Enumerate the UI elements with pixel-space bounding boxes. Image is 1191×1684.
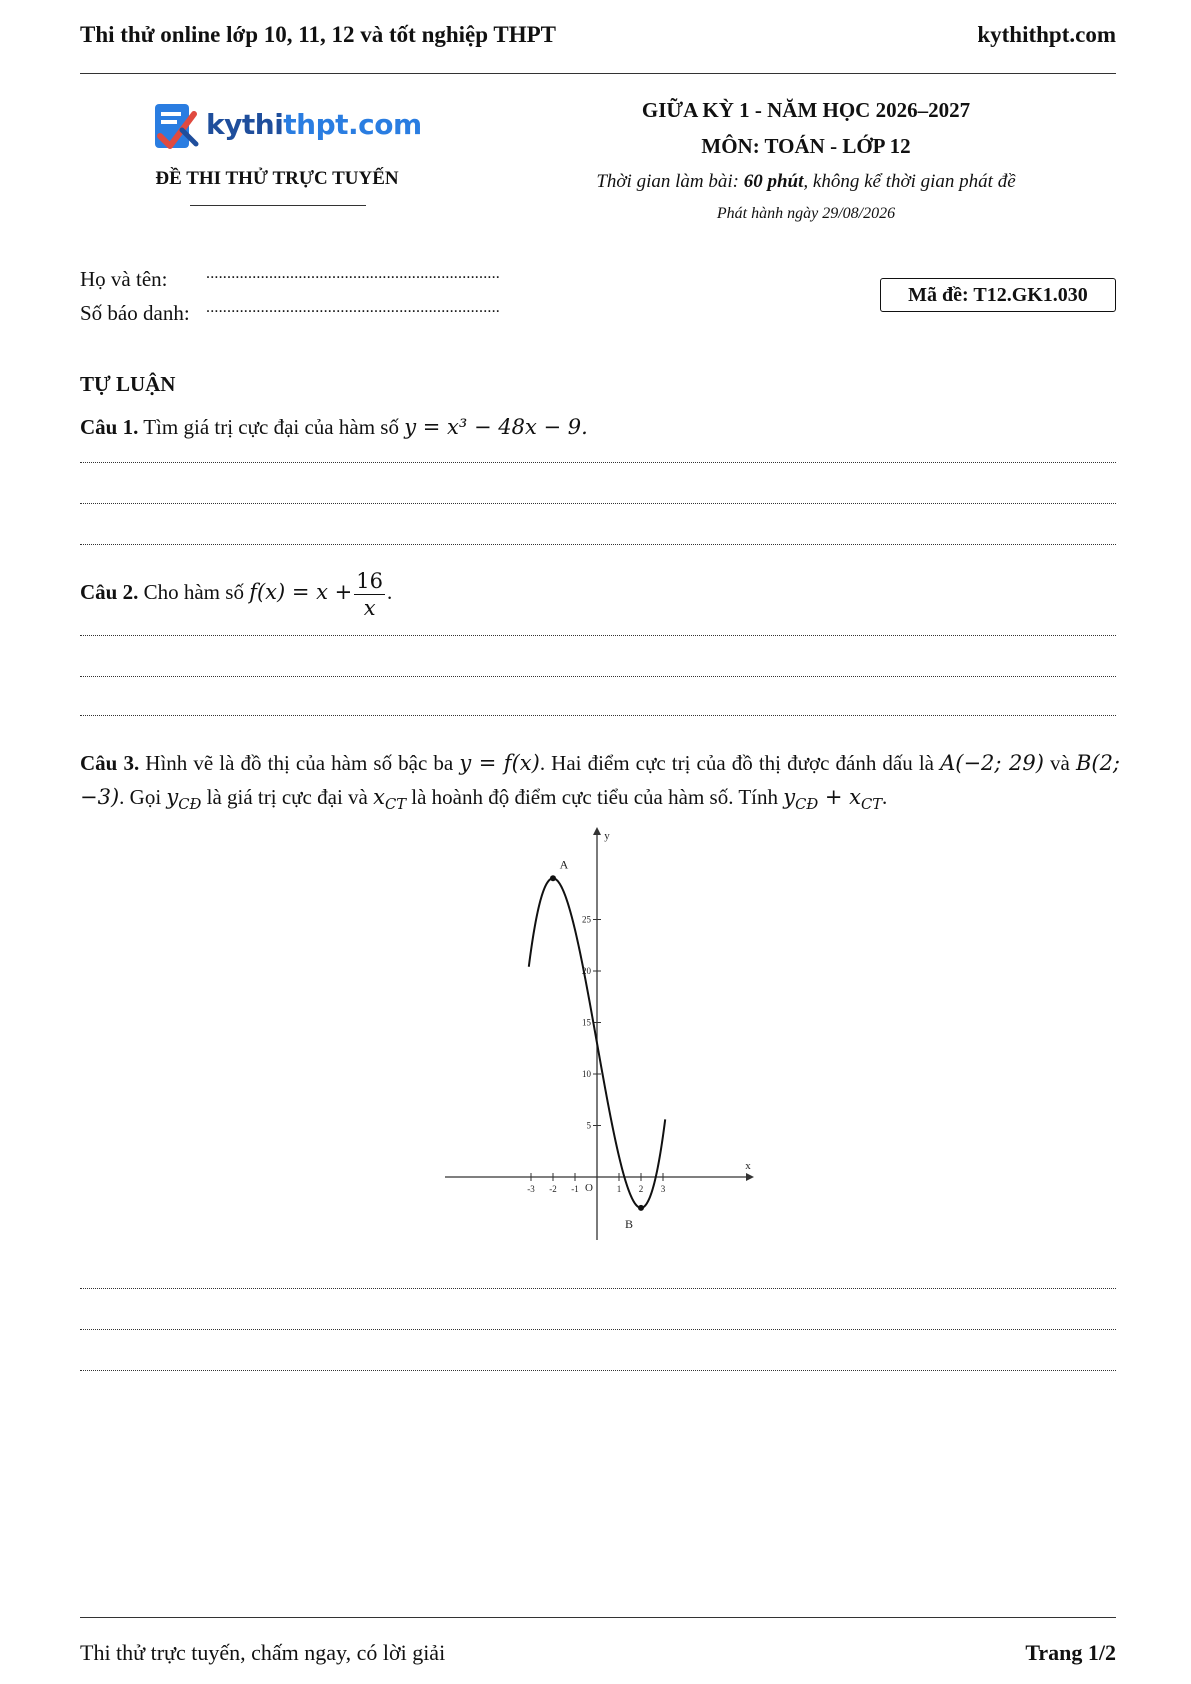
- subtitle-left: ĐỀ THI THỬ TRỰC TUYẾN: [155, 168, 399, 189]
- question-2-tail: .: [387, 580, 393, 604]
- y-tick-label: 10: [582, 1069, 591, 1079]
- answer-line[interactable]: [80, 715, 1116, 716]
- y-tick-label: 20: [582, 966, 591, 976]
- x-ct-symbol: $x_{CT}$: [373, 785, 406, 814]
- answer-line[interactable]: [80, 462, 1116, 463]
- page-number: Trang 1/2: [1025, 1640, 1116, 1665]
- answer-line[interactable]: [80, 503, 1116, 504]
- checklist-logo-icon: [152, 100, 202, 156]
- exam-code-box: Mã đề: T12.GK1.030: [880, 278, 1116, 312]
- question-1: [80, 410, 1120, 444]
- y-cd-symbol: $y_{CĐ}$: [166, 785, 202, 814]
- x-tick-label: -2: [549, 1184, 557, 1194]
- footer-left: Thi thử trực tuyến, chấm ngay, có lời giải: [80, 1640, 446, 1665]
- exam-time: [520, 171, 1092, 193]
- question-3-text: .: [882, 785, 888, 809]
- question-3-text: và: [1050, 751, 1070, 775]
- answer-line[interactable]: [80, 676, 1116, 677]
- name-field[interactable]: ......................................................................: [206, 265, 500, 282]
- header-right[interactable]: kythithpt.com: [977, 22, 1116, 47]
- sum-expression: $y_{CĐ} + x_{CT}$: [783, 785, 883, 814]
- cubic-function-graph: [440, 825, 760, 1245]
- point-a: [550, 875, 556, 881]
- point-b-label: B: [624, 1216, 634, 1231]
- fraction-numerator: 16: [356, 568, 383, 593]
- y-tick-label: 25: [582, 914, 591, 925]
- question-1-formula: y = x³ − 48x − 9.: [404, 415, 588, 439]
- exam-subject: MÔN: TOÁN - LỚP 12: [701, 134, 911, 158]
- site-logo: [152, 100, 422, 156]
- question-2-text: Cho hàm số: [143, 580, 244, 604]
- point-b-coords: B(2; −3): [80, 751, 1120, 809]
- y-axis-label: y: [604, 830, 610, 842]
- question-1-text: Tìm giá trị cực đại của hàm số: [143, 415, 399, 439]
- subtitle-rule: [190, 205, 366, 206]
- answer-line[interactable]: [80, 1370, 1116, 1371]
- point-a-coords: A(−2; 29): [940, 751, 1044, 775]
- header-left: Thi thử online lớp 10, 11, 12 và tốt nghiệp THPT: [80, 22, 556, 47]
- question-2-label: Câu 2.: [80, 580, 139, 604]
- question-3-text: Hình vẽ là đồ thị của hàm số bậc ba: [145, 751, 454, 775]
- y-tick-label: 5: [586, 1120, 591, 1131]
- name-label: Họ và tên:: [80, 267, 168, 291]
- y-axis-arrow: [593, 827, 601, 835]
- question-3-text: là giá trị cực đại và: [206, 785, 368, 809]
- exam-title: GIỮA KỲ 1 - NĂM HỌC 2026–2027: [641, 98, 971, 122]
- footer-rule: [80, 1617, 1116, 1618]
- question-3-text: . Hai điểm cực trị của đồ thị được đánh dấu là: [539, 751, 934, 775]
- x-tick-label: -1: [571, 1184, 579, 1194]
- question-3-label: Câu 3.: [80, 751, 140, 775]
- point-a-label: A: [559, 857, 569, 872]
- exam-time-suffix: , không kể thời gian phát đề: [803, 171, 1016, 192]
- id-label: Số báo danh:: [80, 301, 190, 325]
- logo-text-dark: kythi: [206, 108, 284, 141]
- x-tick-label: 2: [638, 1184, 644, 1194]
- exam-time-value: 60 phút: [743, 171, 804, 192]
- header-rule: [80, 73, 1116, 74]
- answer-line[interactable]: [80, 635, 1116, 636]
- question-1-label: Câu 1.: [80, 415, 139, 439]
- x-axis-label: x: [745, 1160, 751, 1172]
- fraction-denominator: x: [363, 595, 376, 620]
- origin-label: O: [585, 1182, 593, 1194]
- question-2-fraction: [354, 568, 385, 621]
- question-2-lhs: f(x) = x +: [249, 580, 353, 604]
- answer-line[interactable]: [80, 1288, 1116, 1289]
- y-tick-label: 15: [582, 1017, 591, 1028]
- point-b: [638, 1205, 644, 1211]
- logo-text-light: thpt.com: [283, 108, 422, 141]
- x-tick-label: 3: [660, 1184, 666, 1194]
- id-field[interactable]: ......................................................................: [206, 299, 500, 316]
- x-axis-arrow: [746, 1173, 754, 1181]
- exam-time-prefix: Thời gian làm bài:: [596, 171, 744, 192]
- answer-line[interactable]: [80, 1329, 1116, 1330]
- section-title: TỰ LUẬN: [80, 372, 176, 396]
- question-3: [80, 746, 1120, 822]
- x-tick-label: -3: [527, 1184, 535, 1194]
- question-3-text: là hoành độ điểm cực tiểu của hàm số. Tính: [411, 785, 778, 809]
- exam-release: Phát hành ngày 29/08/2026: [716, 205, 896, 222]
- question-3-text: . Gọi: [119, 785, 162, 809]
- x-tick-label: 1: [616, 1184, 622, 1194]
- question-3-math: y = f(x): [459, 751, 540, 775]
- question-2: [80, 565, 1120, 621]
- answer-line[interactable]: [80, 544, 1116, 545]
